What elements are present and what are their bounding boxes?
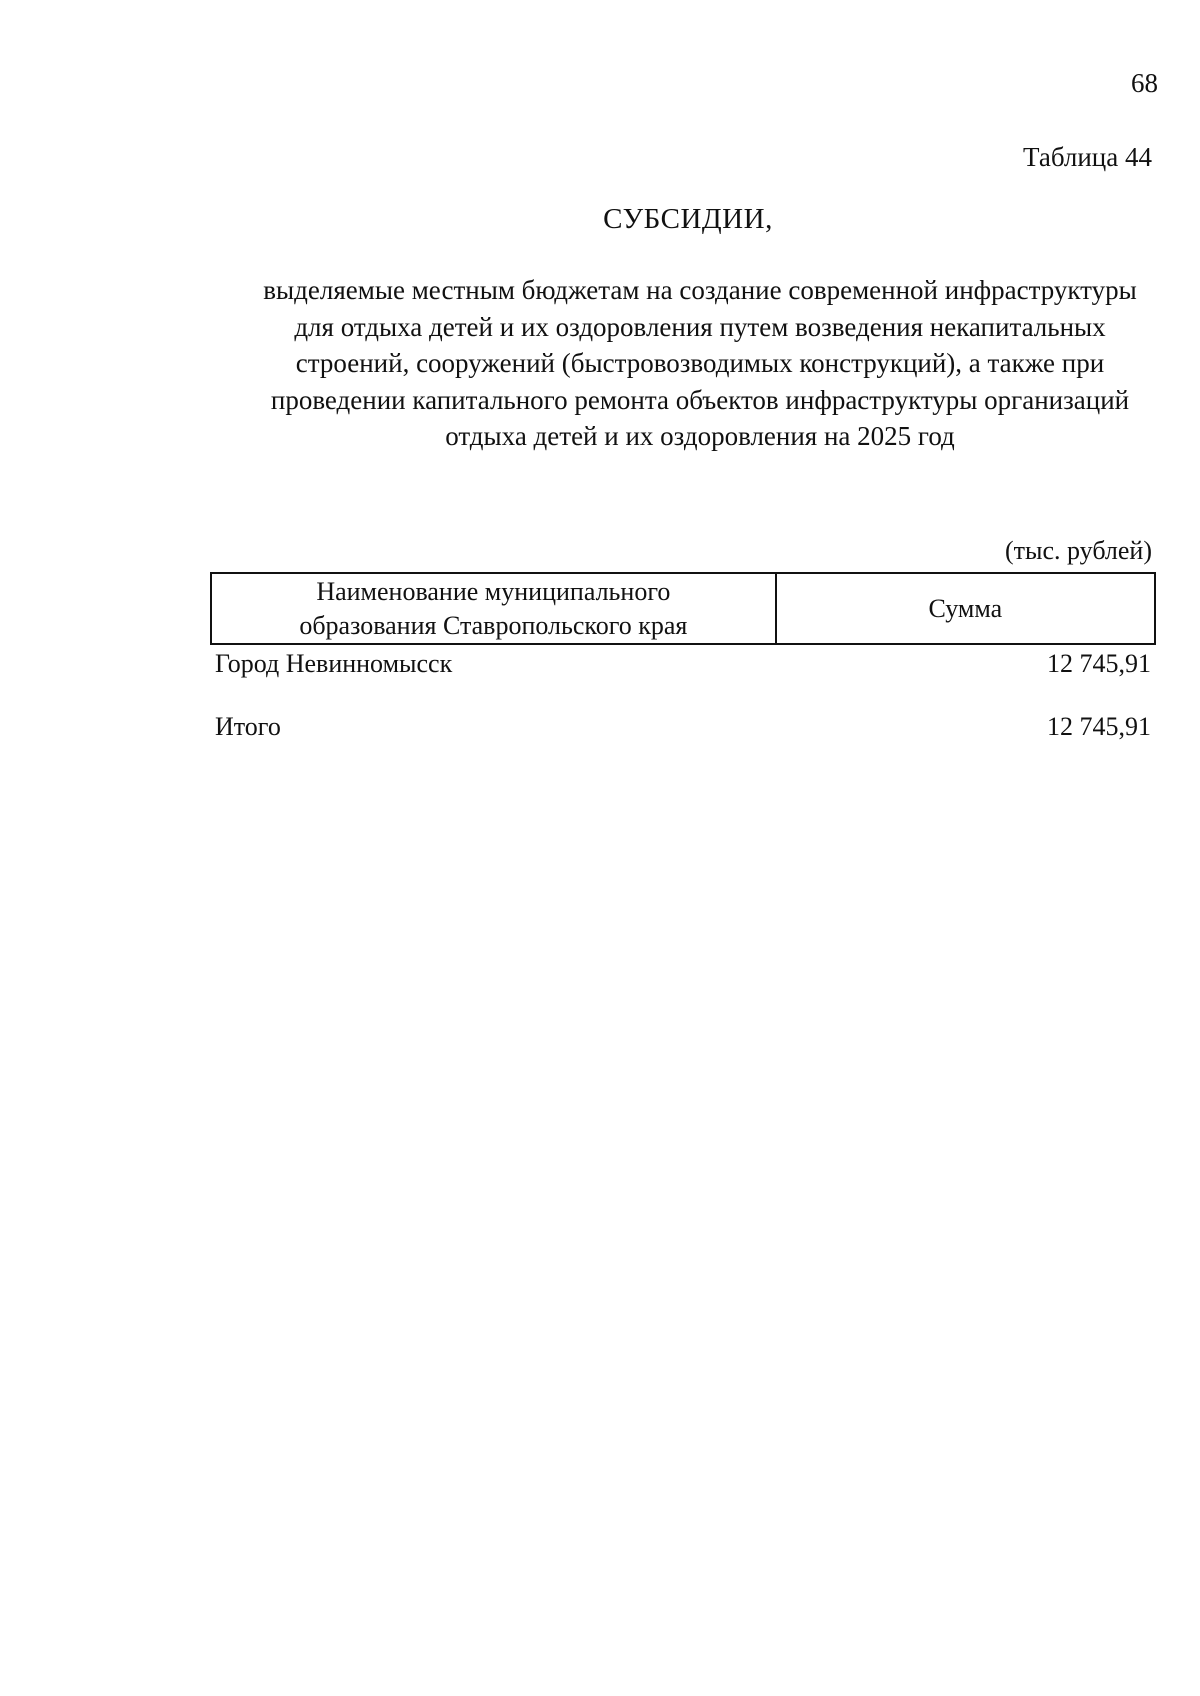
units-label: (тыс. рублей) bbox=[1004, 536, 1152, 565]
page-number: 68 bbox=[1131, 68, 1158, 98]
municipality-sum: 12 745,91 bbox=[1047, 649, 1151, 678]
document-title: СУБСИДИИ, bbox=[603, 203, 773, 235]
subtitle-line: для отдыха детей и их оздоровления путем возведения некапитальных bbox=[294, 311, 1106, 342]
header-name-line: образования Ставропольского края bbox=[299, 610, 688, 640]
document-subtitle bbox=[200, 272, 1200, 455]
header-name-line: Наименование муниципального bbox=[316, 576, 671, 606]
subtitle-line: проведении капитального ремонта объектов инфраструктуры организаций bbox=[270, 384, 1130, 415]
table-label: Таблица 44 bbox=[1023, 142, 1152, 172]
municipality-name: Город Невинномысск bbox=[215, 649, 453, 678]
subtitle-line: выделяемые местным бюджетам на создание современной инфраструктуры bbox=[263, 275, 1137, 305]
subtitle-line: отдыха детей и их оздоровления на 2025 год bbox=[445, 421, 955, 451]
table-header bbox=[210, 572, 1156, 645]
header-name-column bbox=[211, 573, 776, 644]
total-label: Итого bbox=[215, 712, 281, 741]
header-sum-column: Сумма bbox=[776, 573, 1155, 644]
subtitle-line: строений, сооружений (быстровозводимых конструкций), а также при bbox=[295, 348, 1105, 378]
total-sum: 12 745,91 bbox=[1047, 712, 1151, 741]
